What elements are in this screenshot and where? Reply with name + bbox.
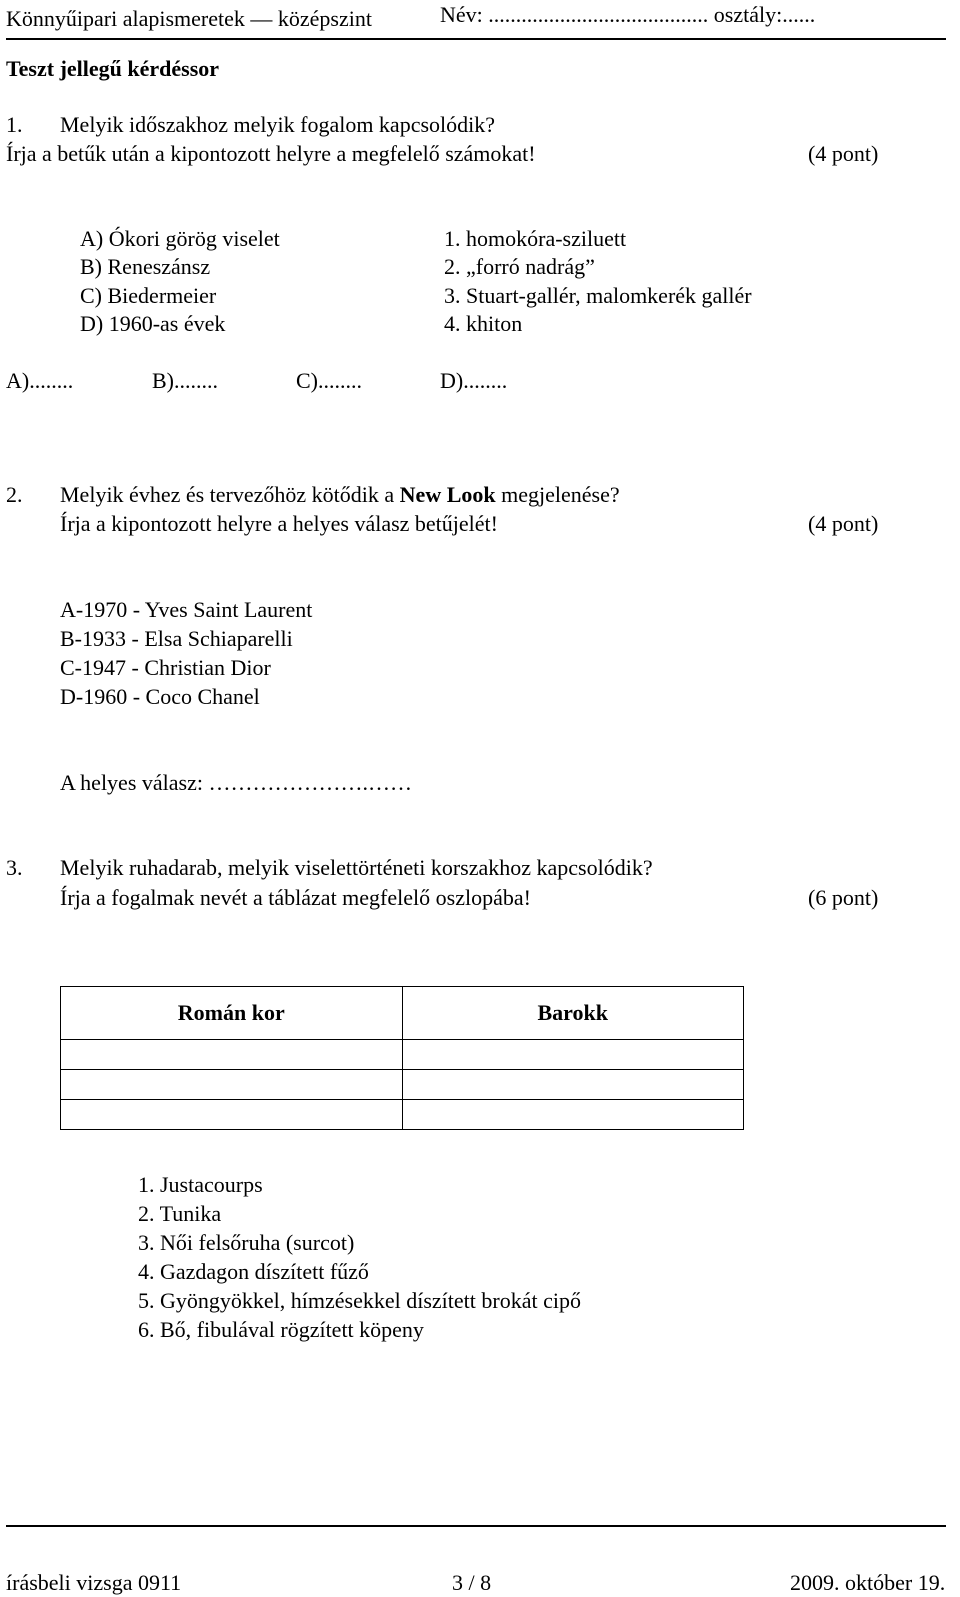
q1-left-item: A) Ókori görög viselet	[80, 226, 280, 251]
table-row	[61, 1100, 744, 1130]
q2-option: C-1947 - Christian Dior	[60, 655, 271, 680]
table-cell[interactable]	[402, 1040, 744, 1070]
q2-answer-field[interactable]: A helyes válasz: ………………….……	[60, 770, 412, 795]
q2-option: D-1960 - Coco Chanel	[60, 684, 260, 709]
q1-line2: Írja a betűk után a kipontozott helyre a megfelelő számokat!	[6, 141, 536, 166]
table-cell[interactable]	[402, 1100, 744, 1130]
q1-answer-a[interactable]: A)........	[6, 368, 74, 393]
q1-left-item: B) Reneszánsz	[80, 254, 211, 279]
header-subject: Könnyűipari alapismeretek — középszint	[6, 6, 372, 31]
table-row	[61, 1070, 744, 1100]
q3-item: 3. Női felsőruha (surcot)	[138, 1230, 355, 1255]
q2-line2: Írja a kipontozott helyre a helyes válasz betűjelét!	[60, 511, 498, 536]
q2-option: A-1970 - Yves Saint Laurent	[60, 597, 313, 622]
footer-date: 2009. október 19.	[790, 1570, 946, 1595]
q3-item: 6. Bő, fibulával rögzített köpeny	[138, 1317, 424, 1342]
q1-right-item: 1. homokóra-sziluett	[444, 226, 627, 251]
q2-line1	[60, 482, 620, 508]
q2-line1-post: megjelenése?	[495, 482, 620, 507]
table-header-baroque: Barokk	[402, 987, 744, 1040]
q1-right-item: 3. Stuart-gallér, malomkerék gallér	[444, 283, 752, 308]
q3-item: 5. Gyöngyökkel, hímzésekkel díszített brokát cipő	[138, 1288, 581, 1313]
q3-item: 2. Tunika	[138, 1201, 222, 1226]
header-name-field: Név: ........................................ osztály:......	[440, 2, 816, 27]
section-title: Teszt jellegű kérdéssor	[6, 56, 220, 81]
q2-number: 2.	[6, 482, 23, 507]
footer-exam-code: írásbeli vizsga 0911	[6, 1570, 182, 1595]
q2-new-look: New Look	[399, 482, 496, 507]
table-cell[interactable]	[402, 1070, 744, 1100]
q1-left-item: C) Biedermeier	[80, 283, 217, 308]
q1-answer-d[interactable]: D)........	[440, 368, 508, 393]
q1-left-item: D) 1960-as évek	[80, 311, 226, 336]
q3-line1: Melyik ruhadarab, melyik viselettörténeti korszakhoz kapcsolódik?	[60, 855, 653, 880]
q1-number: 1.	[6, 112, 23, 137]
q1-line1: Melyik időszakhoz melyik fogalom kapcsolódik?	[60, 112, 496, 137]
footer-page-number: 3 / 8	[452, 1570, 492, 1595]
header-rule	[6, 38, 946, 40]
q1-right-item: 4. khiton	[444, 311, 523, 336]
table-header-roman: Román kor	[61, 987, 403, 1040]
q3-line2: Írja a fogalmak nevét a táblázat megfelelő oszlopába!	[60, 885, 531, 910]
q1-answer-b[interactable]: B)........	[152, 368, 218, 393]
q2-option: B-1933 - Elsa Schiaparelli	[60, 626, 293, 651]
q1-points: (4 pont)	[808, 141, 879, 166]
table-cell[interactable]	[61, 1100, 403, 1130]
table-row	[61, 1040, 744, 1070]
q3-points: (6 pont)	[808, 885, 879, 910]
table-cell[interactable]	[61, 1040, 403, 1070]
q2-points: (4 pont)	[808, 511, 879, 536]
q1-right-item: 2. „forró nadrág”	[444, 254, 595, 279]
footer-rule	[6, 1525, 946, 1527]
q3-item: 4. Gazdagon díszített fűző	[138, 1259, 369, 1284]
table-cell[interactable]	[61, 1070, 403, 1100]
q3-answer-table	[60, 986, 744, 1130]
q3-number: 3.	[6, 855, 23, 880]
q1-answer-c[interactable]: C)........	[296, 368, 362, 393]
q2-line1-pre: Melyik évhez és tervezőhöz kötődik a	[60, 482, 400, 507]
q3-item: 1. Justacourps	[138, 1172, 263, 1197]
